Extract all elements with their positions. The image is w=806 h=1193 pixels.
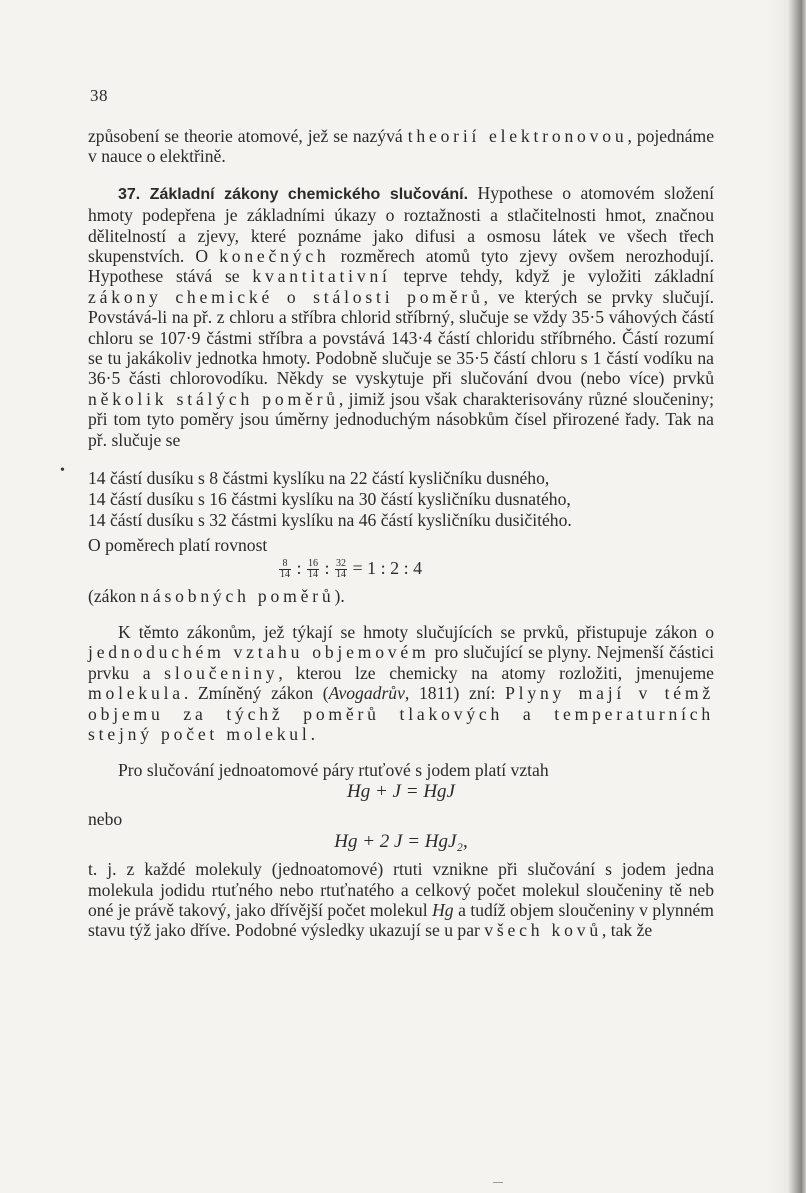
page-number: 38 <box>90 86 108 105</box>
scan-mark <box>493 1182 503 1183</box>
formula-row-2 <box>88 831 714 859</box>
ratio-line-2: 14 částí dusíku s 16 částmi kyslíku na 30 částí kysličníku dusnatého, <box>88 489 571 510</box>
ratio-formula-block <box>88 556 714 586</box>
section-number: 37. <box>118 185 141 203</box>
margin-mark: • <box>60 463 65 478</box>
spaced-term: zákony chemické o stálosti poměrů <box>88 286 484 307</box>
formula-hg-j: Hg + J = HgJ <box>347 780 455 802</box>
spaced-term: molekula <box>88 683 184 704</box>
fraction-1: $\frac{8}{14}$ <box>280 557 290 580</box>
spaced-term: konečných <box>219 246 330 267</box>
ratio-line-3: 14 částí dusíku s 32 částmi kyslíku na 46 částí kysličníku dusičitého. <box>88 510 572 531</box>
formula-row-1 <box>88 781 714 809</box>
italic-symbol: Hg <box>432 899 454 920</box>
conclusion-paragraph: t. j. z každé molekuly (jednoatomové) rtuti vznikne při slučování s jodem jedna molekula jodidu rtuťného nebo rtuťnatého a celkový počet molekul sloučeniny tě neb oné je právě takový, jako dřívější počet molekul Hg a tudíž objem sloučeniny v plynném stavu týž jako dříve. Podobné výsledky ukazují se u par všech kovů, tak že <box>88 859 714 941</box>
formula-hg-2j: Hg + 2 J = HgJ₂, <box>334 831 468 853</box>
fraction-2: $\frac{16}{14}$ <box>308 557 319 580</box>
ratio-line-1: 14 částí dusíku s 8 částmi kyslíku na 22 částí kysličníku dusného, <box>88 468 550 489</box>
nebo-label: nebo <box>88 808 123 829</box>
spaced-term: jednoduchém vztahu objemovém <box>88 642 430 663</box>
italic-name: Avogadrův <box>328 683 405 704</box>
ratio-equation: $\frac{8}{14}$ : $\frac{16}{14}$ : $\frac{32}{14}$ = 1 : 2 : 4 <box>280 557 423 580</box>
page-body <box>88 126 714 941</box>
ratio-intro: O poměrech platí rovnost <box>88 535 268 556</box>
spaced-term: theorií elektronovou <box>407 126 628 146</box>
avogadro-paragraph: K těmto zákonům, jež týkají se hmoty slučujících se prvků, přistupuje zákon o jednoduchém vztahu objemovém pro slučující se plyny. Nejmenší částici prvku a sloučeniny, kterou lze chemicky na atomy rozložiti, jmenujeme molekula. Zmíněný zákon (Avogadrův, 1811) zní: Plyny mají v témž objemu za týchž poměrů tlakových a temperaturních stejný počet molekul. <box>88 621 714 744</box>
spaced-term: sloučeniny <box>164 662 279 683</box>
spaced-term: násobných poměrů <box>140 585 335 606</box>
paragraph-electron-theory: způsobení se theorie atomové, jež se nazývá theorií elektronovou, pojednáme v nauce o elektřině. <box>88 126 715 167</box>
spaced-term: několik stálých poměrů <box>88 388 339 409</box>
mercury-paragraph: Pro slučování jednoatomové páry rtuťové s jodem platí vztah <box>118 760 549 781</box>
spaced-term: kvantitativní <box>252 266 391 287</box>
page-edge-shadow <box>766 0 806 1193</box>
law-of-multiple-proportions: (zákon násobných poměrů). <box>88 585 345 606</box>
ratio-result: = 1 : 2 : 4 <box>352 557 423 578</box>
fraction-3: $\frac{32}{14}$ <box>336 557 347 580</box>
section-37-paragraph: 37. Základní zákony chemického slučování. Hypothese o atomovém složení hmoty podepřena je základními úkazy o roztažnosti a stlačitelnosti hmot, značnou dělitelností a zjevy, které poznáme jako difusi a osmosu látek ve všech třech skupenstvích. O konečných rozměrech atomů tyto zjevy ovšem nerozhodují. Hypothese stává se kvantitativní teprve tehdy, když je vyložiti základní zákony chemické o stálosti poměrů, ve kterých se prvky slučují. Povstává-li na př. z chloru a stříbra chlorid stříbrný, slučuje se vždy 35·5 váhových částí chloru se 107·9 částmi stříbra a povstává 143·4 částí chloridu stříbrného. Částí rozumí se tu jakákoliv jednotka hmoty. Podobně slučuje se 35·5 částí chloru s 1 částí vodíku na 36·5 části chlorovodíku. Někdy se vyskytuje při slučování dvou (nebo více) prvků několik stálých poměrů, jimiž jsou však charakterisovány různé sloučeniny; při tom tyto poměry jsou úměrny jednoduchým násobkům čísel přirozené řady. Tak na př. slučuje se <box>88 182 715 450</box>
spaced-term: všech kovů <box>484 920 602 941</box>
section-title: Základní zákony chemického slučování. <box>149 185 469 203</box>
spaced-law-statement: Plyny mají v témž objemu za týchž poměrů tlakových a temperaturních stejný počet molekul <box>88 683 714 744</box>
